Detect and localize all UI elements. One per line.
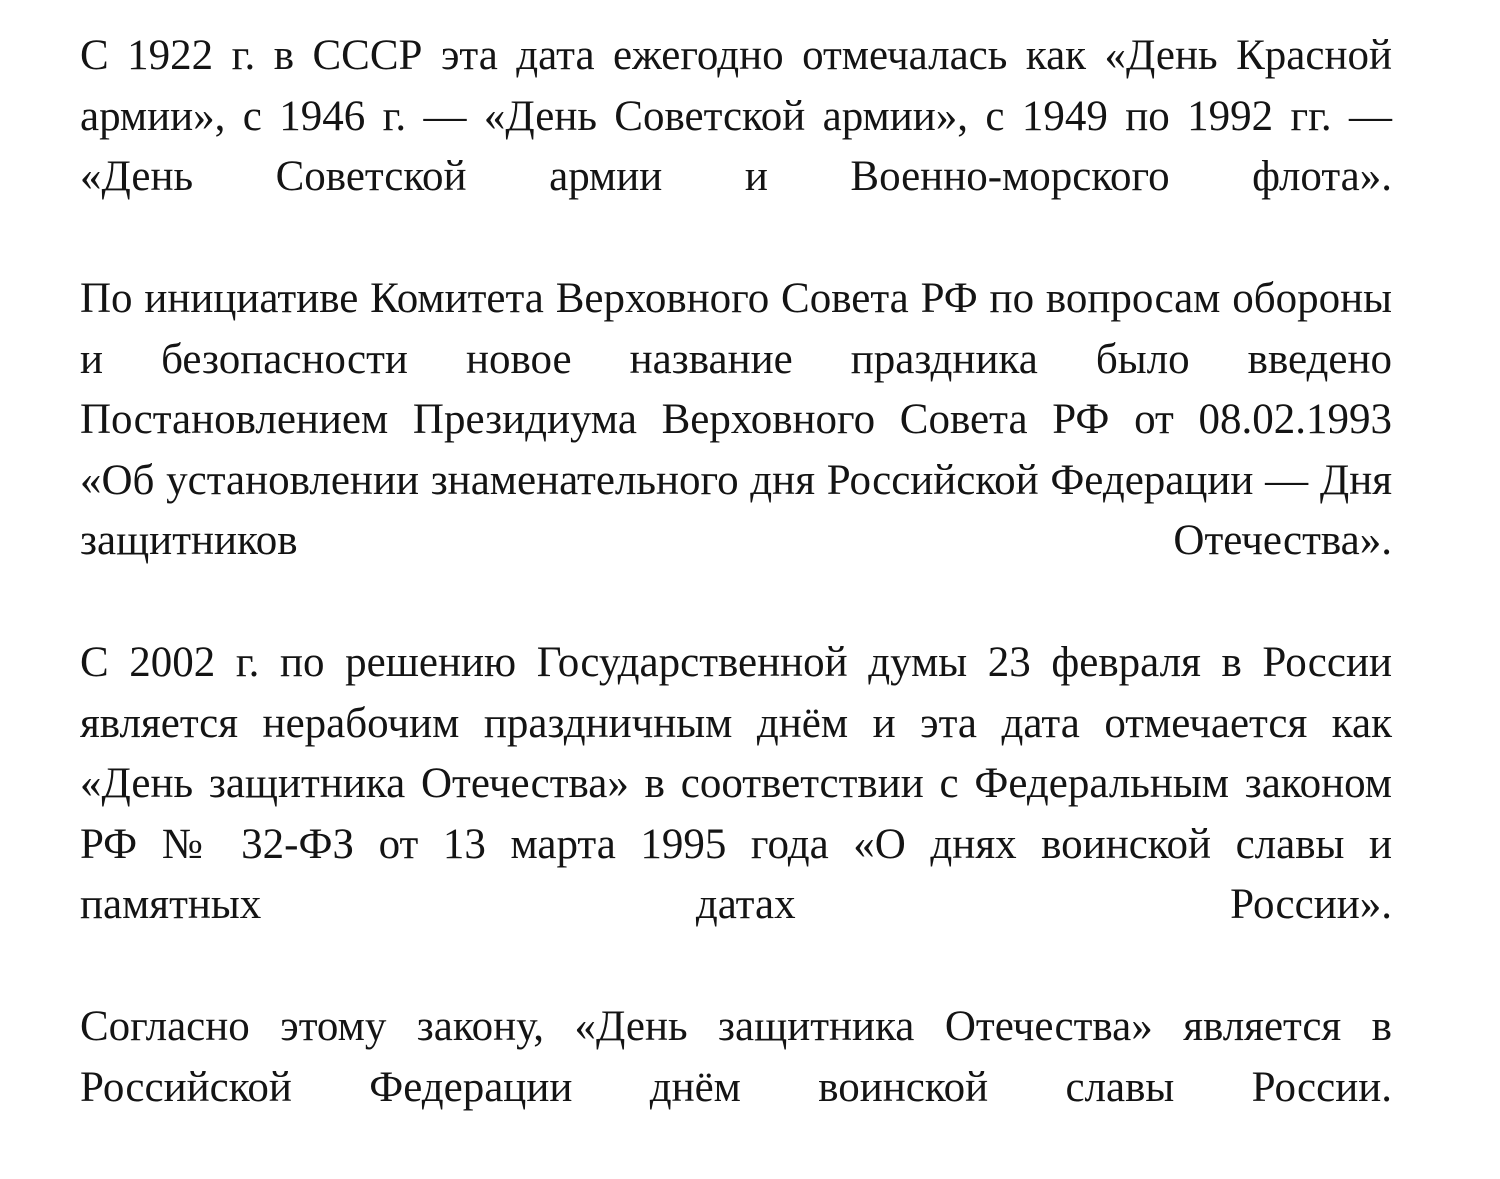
paragraph-1: С 1922 г. в СССР эта дата ежегодно отмечалась как «День Красной армии», с 1946 г. — «День Советской армии», с 1949 по 1992 гг. — «День Советской армии и Военно-морского флота». [80, 32, 1392, 200]
paragraph-3: С 2002 г. по решению Государственной думы 23 февраля в России является нерабочим праздничным днём и эта дата отмечается как «День защитника Отечества» в соответствии с Федеральным законом РФ № 32-ФЗ от 13 марта 1995 года «О днях воинской славы и памятных датах России». [80, 639, 1392, 928]
paragraph-2: По инициативе Комитета Верховного Совета РФ по вопросам обороны и безопасности новое название праздника было введено Постановлением Президиума Верховного Совета РФ от 08.02.1993 «Об установлении знаменательного дня Российской Федерации — Дня защитников Отечества». [80, 275, 1392, 564]
paragraph-4: Согласно этому закону, «День защитника Отечества» является в Российской Федерации днём воинской славы России. [80, 1003, 1392, 1111]
